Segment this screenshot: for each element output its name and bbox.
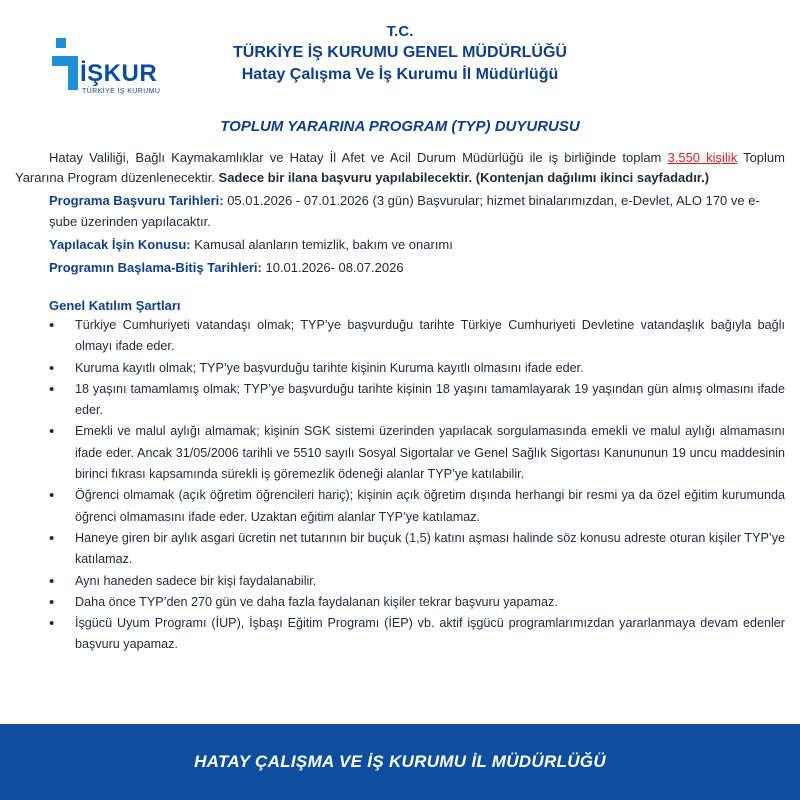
header-line-tc: T.C.	[386, 23, 414, 40]
iskur-logo	[52, 38, 202, 110]
intro-text-cont: Toplum Yararına Program düzenlenecektir.	[15, 150, 785, 185]
work-subject-label: Yapılacak İşin Konusu:	[49, 237, 191, 252]
list-item: • Kuruma kayıtlı olmak; TYP’ye başvurduğu tarihte kişinin Kuruma kayıtlı olmasını ifade eder.	[49, 358, 785, 379]
list-item: • Daha önce TYP’den 270 gün ve daha fazla faydalanan kişiler tekrar başvuru yapamaz.	[49, 592, 785, 613]
conditions-list	[15, 315, 785, 656]
list-item: • Haneye giren bir aylık asgari ücretin net tutarının bir buçuk (1,5) katını aşması halinde söz konusu adreste oturan kişiler TYP’ye katılamaz.	[49, 528, 785, 571]
list-item: • İşgücü Uyum Programı (İUP), İşbaşı Eğitim Programı (İEP) vb. aktif işgücü programlarımızdan yararlanmaya devam edenler başvuru yapamaz.	[49, 613, 785, 656]
list-item: • Emekli ve malul aylığı almamak; kişinin SGK sistemi üzerinden yapılacak sorgulamasında emekli ve malul aylığı almamasını ifade eder. Ancak 31/05/2006 tarihli ve 5510 sayılı Sosyal Sigortalar ve Genel Sağlık Sigortası Kanununun 19 uncu maddesinin birinci fıkrası kapsamında sürekli iş göremezlik ödeneği alanlar TYP’ye katılabilir.	[49, 421, 785, 485]
work-subject-value: Kamusal alanların temizlik, bakım ve onarımı	[190, 237, 453, 252]
application-dates-label: Programa Başvuru Tarihleri:	[49, 193, 224, 208]
intro-paragraph	[15, 148, 785, 188]
footer-banner	[0, 724, 800, 800]
header-line-ministry: TÜRKİYE İŞ KURUMU GENEL MÜDÜRLÜĞÜ	[233, 44, 567, 61]
list-item: • Türkiye Cumhuriyeti vatandaşı olmak; TYP’ye başvurduğu tarihte Türkiye Cumhuriyeti Devletine vatandaşlık bağıyla bağlı olmayı ifade eder.	[49, 315, 785, 358]
logo-subtitle: TÜRKİYE İŞ KURUMU	[82, 88, 161, 95]
logo-brand-text: İŞKUR	[80, 60, 158, 87]
footer-text: HATAY ÇALIŞMA VE İŞ KURUMU İL MÜDÜRLÜĞÜ	[194, 752, 606, 771]
announcement-title: TOPLUM YARARINA PROGRAM (TYP) DUYURUSU	[220, 118, 580, 135]
work-subject	[49, 234, 785, 255]
quota-highlight: 3.550 kişilik	[667, 150, 738, 165]
header-titles	[200, 22, 600, 86]
intro-bold-note: Sadece bir ilana başvuru yapılabilecektir. (Kontenjan dağılımı ikinci sayfadadır.)	[218, 170, 710, 185]
program-dates-label: Programın Başlama-Bitiş Tarihleri:	[49, 260, 262, 275]
announcement-body	[15, 148, 785, 656]
application-dates-value: 05.01.2026 - 07.01.2026 (3 gün) Başvurular; hizmet binalarımızdan, e-Devlet, ALO 170 ve e-şube üzerinden yapılacaktır.	[49, 193, 760, 229]
document-header	[0, 0, 800, 115]
application-dates	[49, 190, 785, 232]
intro-text: Hatay Valiliği, Bağlı Kaymakamlıklar ve Hatay İl Afet ve Acil Durum Müdürlüğü ile iş birliğinde toplam	[49, 150, 668, 165]
list-item: • Aynı haneden sadece bir kişi faydalanabilir.	[49, 571, 785, 592]
program-dates-value: 10.01.2026- 08.07.2026	[261, 260, 404, 275]
list-item: • Öğrenci olmamak (açık öğretim öğrencileri hariç); kişinin açık öğretim dışında herhangi bir resmi ya da özel eğitim kurumunda öğrenci olmamasını ifade eder. Uzaktan eğitim alanlar TYP’ye katılamaz.	[49, 485, 785, 528]
header-line-province: Hatay Çalışma Ve İş Kurumu İl Müdürlüğü	[241, 66, 559, 83]
program-dates	[49, 257, 785, 278]
conditions-title: Genel Katılım Şartları	[49, 298, 181, 313]
list-item: • 18 yaşını tamamlamış olmak; TYP’ye başvurduğu tarihte kişinin 18 yaşını tamamlayarak 19 yaşından gün almış olmasını ifade eder.	[49, 379, 785, 422]
